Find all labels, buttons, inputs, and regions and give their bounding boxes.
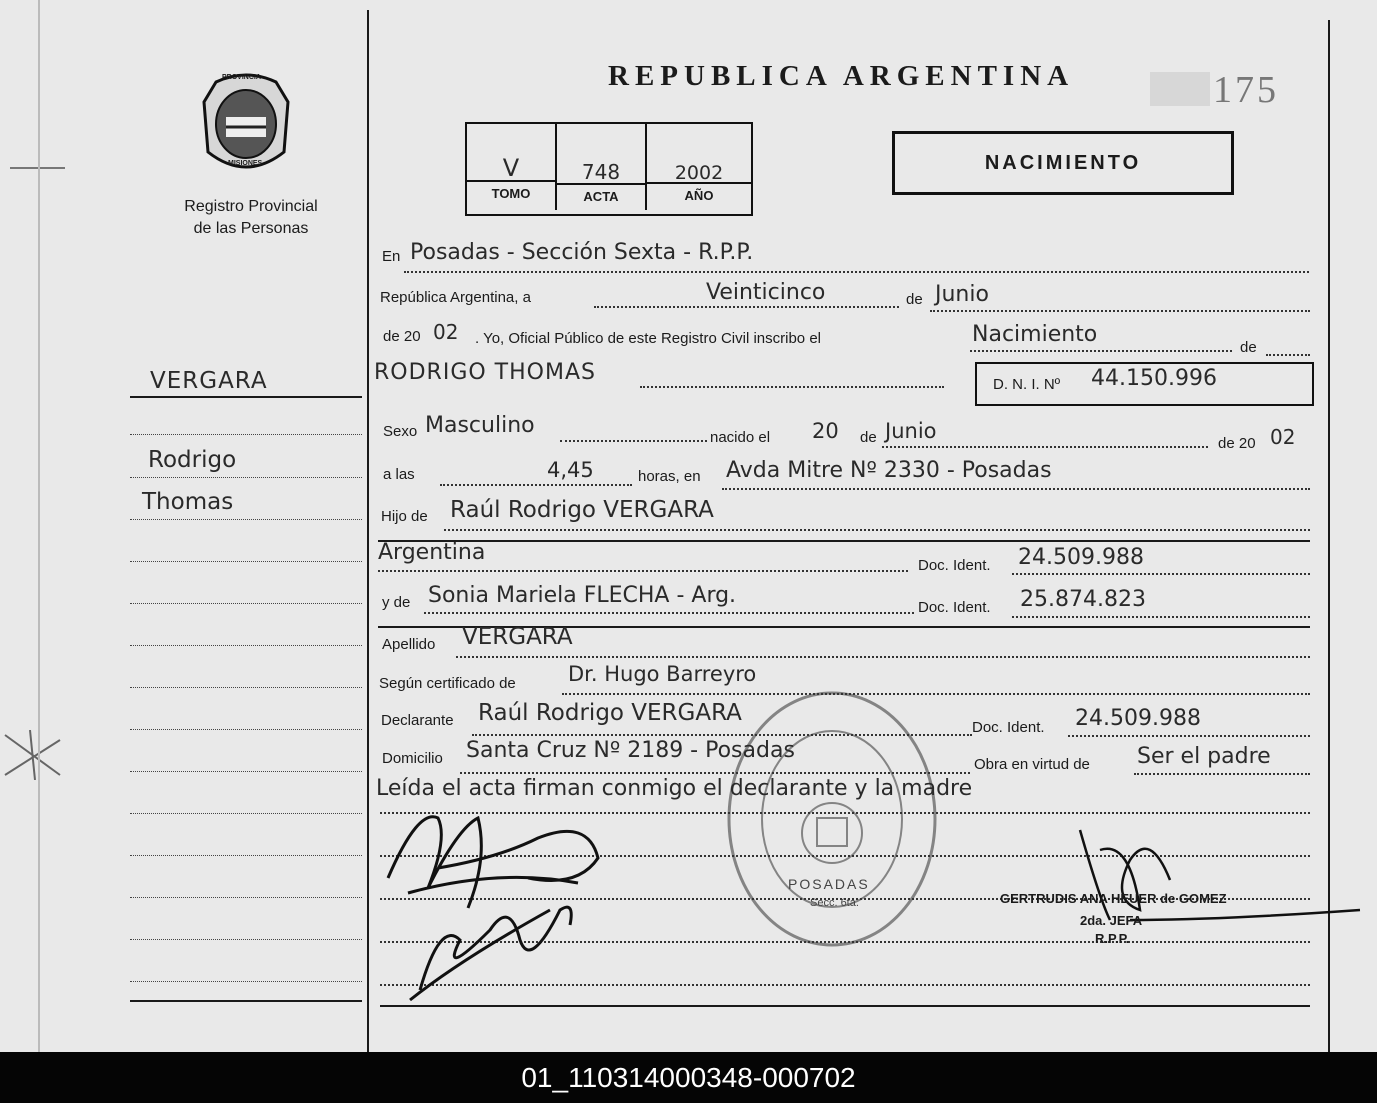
- record-box: [465, 122, 753, 216]
- ano-value: 2002: [674, 162, 724, 184]
- doc-ident-label-2: Doc. Ident.: [918, 599, 991, 616]
- stub-line: [130, 981, 362, 982]
- de-label-1: de: [906, 291, 923, 308]
- stub-surname-line: [130, 396, 362, 398]
- child-name: RODRIGO THOMAS: [374, 360, 596, 385]
- en-line: [404, 271, 1309, 273]
- stub-line: [130, 771, 362, 772]
- mother-doc: 25.874.823: [1020, 587, 1146, 612]
- stub-line: [130, 813, 362, 814]
- father-line: [444, 529, 1310, 531]
- apellido-value: VERGARA: [462, 624, 573, 650]
- seal-bottom-text: MISIONES: [228, 160, 263, 167]
- stub-line: [130, 897, 362, 898]
- acta-label: ACTA: [557, 183, 645, 204]
- birth-day: 20: [812, 419, 839, 443]
- seal-top-text: PROVINCIA: [222, 74, 261, 81]
- act-type-box: NACIMIENTO: [892, 131, 1234, 195]
- document-id-footer: 01_110314000348-000702: [0, 1052, 1377, 1103]
- ano-label: AÑO: [647, 182, 751, 203]
- stub-line: [130, 939, 362, 940]
- father-name: Raúl Rodrigo VERGARA: [450, 497, 714, 523]
- republica-label: República Argentina, a: [380, 289, 531, 306]
- margin-rule: [38, 0, 40, 1052]
- month-value: Junio: [935, 282, 989, 307]
- domicilio-line: [460, 772, 970, 774]
- dni-label: D. N. I. Nº: [993, 376, 1061, 393]
- country-title: REPUBLICA ARGENTINA: [608, 60, 1075, 92]
- serial-prefix-smudge: [1150, 72, 1210, 106]
- nationality-line: [378, 570, 908, 572]
- father-solid-line: [378, 540, 1310, 542]
- day-line: [594, 306, 899, 308]
- stub-bottom-line: [130, 1000, 362, 1002]
- a-las-label: a las: [383, 466, 415, 483]
- sexo-label: Sexo: [383, 423, 418, 440]
- father-nationality: Argentina: [378, 540, 486, 565]
- de-label-3: de: [860, 429, 877, 446]
- sexo-line: [560, 440, 707, 442]
- y-de-label: y de: [382, 594, 411, 611]
- oficial-text: . Yo, Oficial Público de este Registro Civil inscribo el: [475, 330, 821, 347]
- horas-en-label: horas, en: [638, 468, 701, 485]
- en-label: En: [382, 248, 401, 265]
- stub-line: [130, 729, 362, 730]
- registry-name-line1: Registro Provincial: [184, 198, 318, 215]
- de-line-2: [1266, 354, 1310, 356]
- signature-mother: [400, 880, 590, 1010]
- day-value: Veinticinco: [706, 280, 826, 305]
- en-value: Posadas - Sección Sexta - R.P.P.: [410, 240, 754, 265]
- hour-value: 4,45: [547, 458, 594, 482]
- hijo-label: Hijo de: [381, 508, 428, 525]
- binding-mark-bottom: [0, 730, 70, 780]
- tomo-value: V: [502, 154, 520, 182]
- act-value: Nacimiento: [972, 322, 1098, 347]
- apellido-line: [456, 656, 1310, 658]
- registry-name-line2: de las Personas: [193, 220, 309, 237]
- dni-box: [975, 362, 1314, 406]
- tomo-label: TOMO: [467, 180, 555, 201]
- birth-place: Avda Mitre Nº 2330 - Posadas: [726, 458, 1052, 483]
- year-prefix-label: de 20: [383, 328, 421, 345]
- stub-given-name-1: Rodrigo: [148, 447, 237, 473]
- ano-cell: [647, 124, 751, 210]
- domicilio-label: Domicilio: [382, 750, 443, 767]
- declarante-label: Declarante: [381, 712, 454, 729]
- obra-value: Ser el padre: [1137, 744, 1271, 769]
- declarante-value: Raúl Rodrigo VERGARA: [478, 700, 742, 726]
- certificado-value: Dr. Hugo Barreyro: [568, 662, 757, 686]
- mother-line: [424, 612, 914, 614]
- mother-doc-line: [1012, 616, 1310, 618]
- stub-divider: [367, 10, 369, 1052]
- declarante-doc-line: [1068, 735, 1310, 737]
- acta-cell: [557, 124, 647, 210]
- declarante-line: [472, 734, 972, 736]
- father-doc-line: [1012, 573, 1310, 575]
- child-name-line: [640, 386, 944, 388]
- stub-line: [130, 645, 362, 646]
- hour-line: [440, 484, 632, 486]
- doc-ident-label-3: Doc. Ident.: [972, 719, 1045, 736]
- obra-label: Obra en virtud de: [974, 756, 1090, 773]
- closing-remark: Leída el acta firman conmigo el declarante y la madre: [376, 776, 973, 801]
- domicilio-value: Santa Cruz Nº 2189 - Posadas: [466, 738, 795, 763]
- sexo-value: Masculino: [425, 413, 535, 438]
- stub-line: [130, 687, 362, 688]
- stub-given-name-2: Thomas: [142, 489, 234, 515]
- mother-name: Sonia Mariela FLECHA - Arg.: [428, 583, 737, 608]
- obra-line: [1134, 773, 1310, 775]
- apellido-label: Apellido: [382, 636, 436, 653]
- stub-line: [130, 434, 362, 435]
- officer-title: 2da. JEFA: [1080, 913, 1143, 928]
- dni-value: 44.150.996: [1091, 366, 1217, 391]
- tomo-cell: [467, 124, 557, 210]
- birth-place-line: [722, 488, 1310, 490]
- seal-section: Secc. 6ta.: [810, 897, 859, 909]
- nacido-label: nacido el: [710, 429, 771, 446]
- stub-line: [130, 519, 362, 520]
- declarante-doc: 24.509.988: [1075, 706, 1201, 731]
- officer-unit: R.P.P.: [1095, 931, 1130, 946]
- seal-city: POSADAS: [788, 876, 870, 892]
- father-doc: 24.509.988: [1018, 545, 1144, 570]
- month-line: [930, 310, 1310, 312]
- certificado-label: Según certificado de: [379, 675, 516, 692]
- birth-year-suffix: 02: [1270, 425, 1296, 449]
- doc-ident-label-1: Doc. Ident.: [918, 557, 991, 574]
- stub-line: [130, 561, 362, 562]
- year-suffix-value: 02: [433, 320, 459, 344]
- stub-line: [130, 603, 362, 604]
- stub-line: [130, 855, 362, 856]
- stub-surname: VERGARA: [150, 368, 268, 394]
- de-label-2: de: [1240, 339, 1257, 356]
- registry-stamp-seal: [725, 688, 940, 950]
- birth-year-label: de 20: [1218, 435, 1256, 452]
- stub-line: [130, 477, 362, 478]
- act-line: [970, 350, 1232, 352]
- officer-name: GERTRUDIS ANA HEUER de GOMEZ: [1000, 891, 1227, 906]
- birth-month: Junio: [885, 419, 937, 443]
- serial-number: 175: [1213, 69, 1279, 111]
- birth-month-line: [882, 446, 1208, 448]
- acta-value: 748: [581, 160, 621, 184]
